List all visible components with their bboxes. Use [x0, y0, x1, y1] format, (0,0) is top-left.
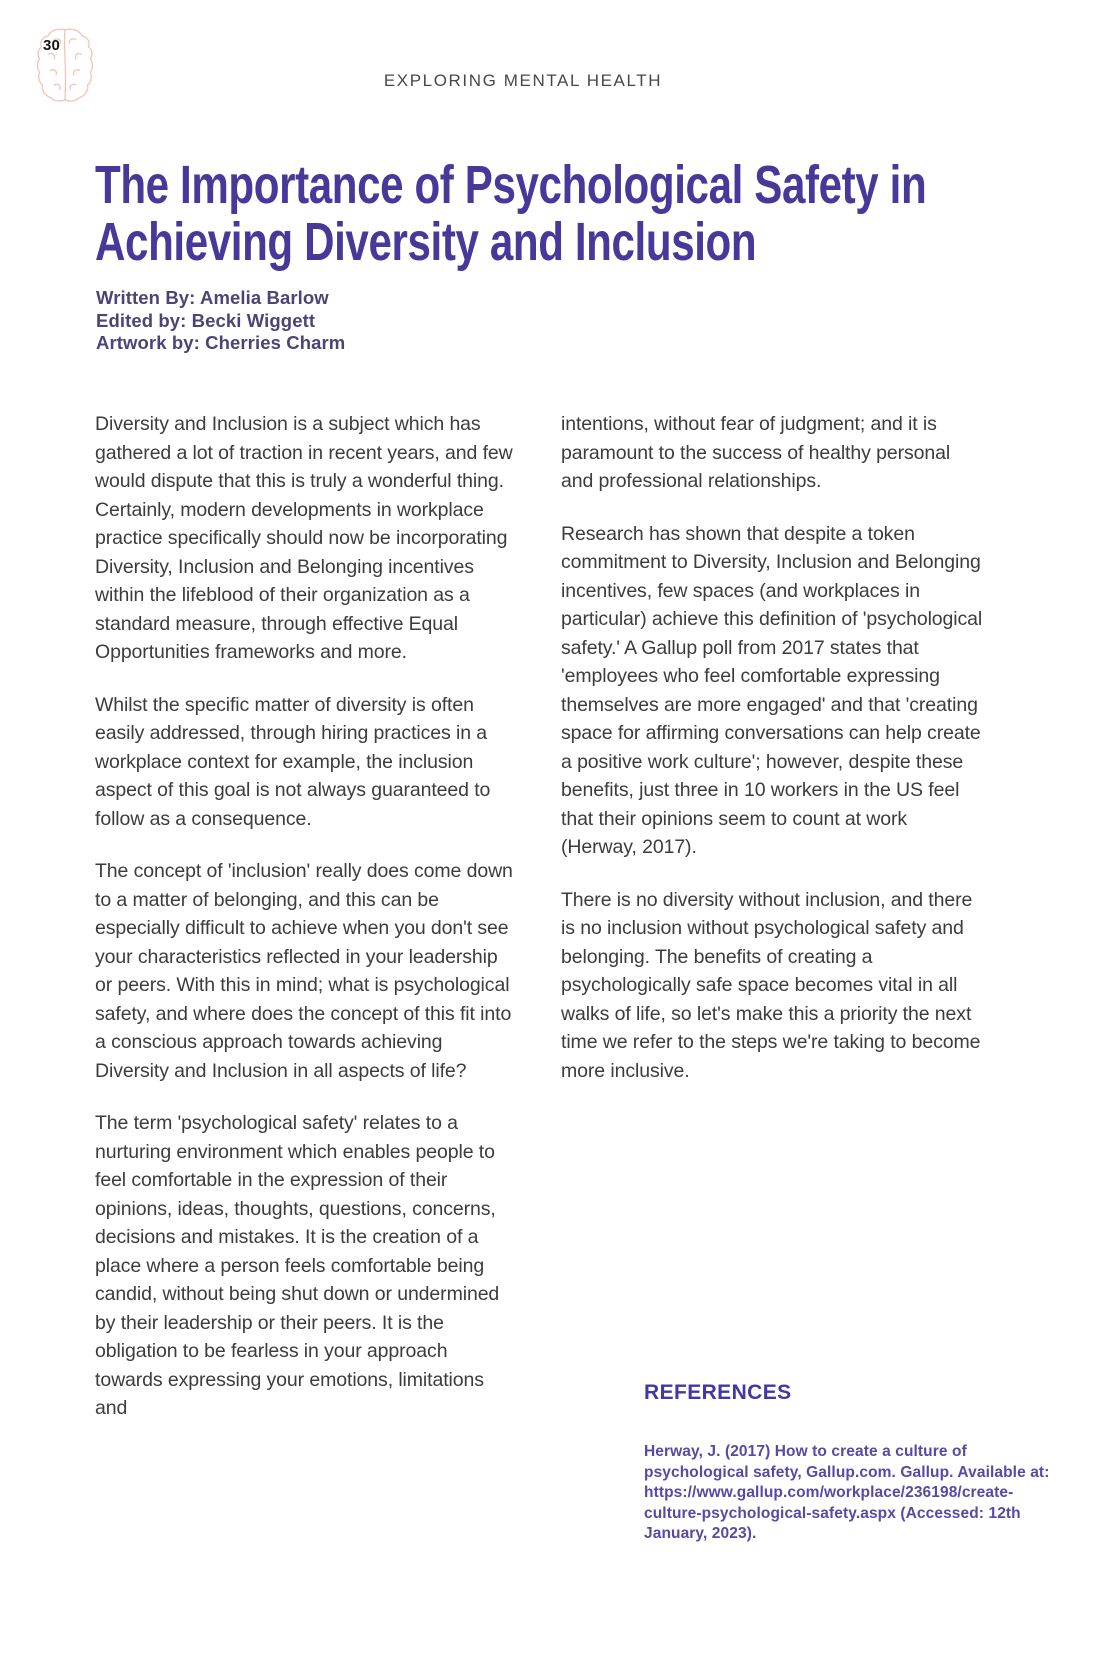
page-badge [36, 26, 100, 106]
references-heading: REFERENCES [644, 1381, 792, 1404]
body-paragraph: The term 'psychological safety' relates to a nurturing environment which enables people to feel comfortable in the expression of their opinions, ideas, thoughts, questions, concerns, decisions and mistakes. It is the creation of a place where a person feels comfortable being candid, without being shut down or undermined by their leadership or their peers. It is the obligation to be fearless in your approach towards expressing your emotions, limitations and [95, 1112, 500, 1419]
byline-edited-by: Edited by: Becki Wiggett [96, 309, 316, 331]
body-paragraph: intentions, without fear of judgment; and it is paramount to the success of healthy personal and professional relationships. [561, 413, 951, 492]
body-paragraph: There is no diversity without inclusion, and there is no inclusion without psychological safety and belonging. The benefits of creating a psychologically safe space becomes vital in all walks of life, so let's make this a priority the next time we refer to the steps we're taking to become more inclusive. [561, 888, 981, 1082]
byline [96, 287, 345, 355]
byline-artwork-by: Artwork by: Cherries Charm [96, 332, 346, 353]
body-paragraph: Whilst the specific matter of diversity is often easily addressed, through hiring practices in a workplace context for example, the inclusion aspect of this goal is not always guaranteed to follow as a consequence. [95, 693, 491, 830]
article-title-line-1: The Importance of Psychological Safety in [95, 155, 927, 215]
article-title-line-2: Achieving Diversity and Inclusion [95, 212, 757, 272]
page-number: 30 [43, 37, 61, 54]
running-head: EXPLORING MENTAL HEALTH [383, 71, 663, 90]
left-column [95, 410, 518, 1447]
reference-entry: Herway, J. (2017) How to create a culture of psychological safety, Gallup.com. Gallup. Available at: https://www.gallup.com/workplace/236198/create-culture-psychological-safety.aspx (Accessed: 12th January, 2023). [644, 1443, 1050, 1542]
references-section [644, 1381, 1054, 1545]
body-paragraph: The concept of 'inclusion' really does come down to a matter of belonging, and this can be especially difficult to achieve when you don't see your characteristics reflected in your leadership or peers. With this in mind; what is psychological safety, and where does the concept of this fit into a conscious approach towards achieving Diversity and Inclusion in all aspects of life? [95, 860, 513, 1082]
body-paragraph: Research has shown that despite a token commitment to Diversity, Inclusion and Belonging incentives, few spaces (and workplaces in particular) achieve this definition of 'psychological safety.' A Gallup poll from 2017 states that 'employees who feel comfortable expressing themselves are more engaged' and that 'creating space for affirming conversations can help create a positive work culture'; however, despite these benefits, just three in 10 workers in the US feel that their opinions seem to count at work (Herway, 2017). [561, 522, 983, 858]
body-paragraph: Diversity and Inclusion is a subject which has gathered a lot of traction in recent years, and few would dispute that this is truly a wonderful thing. Certainly, modern developments in workplace practice specifically should now be incorporating Diversity, Inclusion and Belonging incentives within the lifeblood of their organization as a standard measure, through effective Equal Opportunities frameworks and more. [95, 413, 513, 663]
right-column [561, 410, 984, 1447]
article-title [95, 157, 926, 271]
byline-written-by: Written By: Amelia Barlow [96, 287, 329, 308]
article-body [95, 410, 985, 1447]
